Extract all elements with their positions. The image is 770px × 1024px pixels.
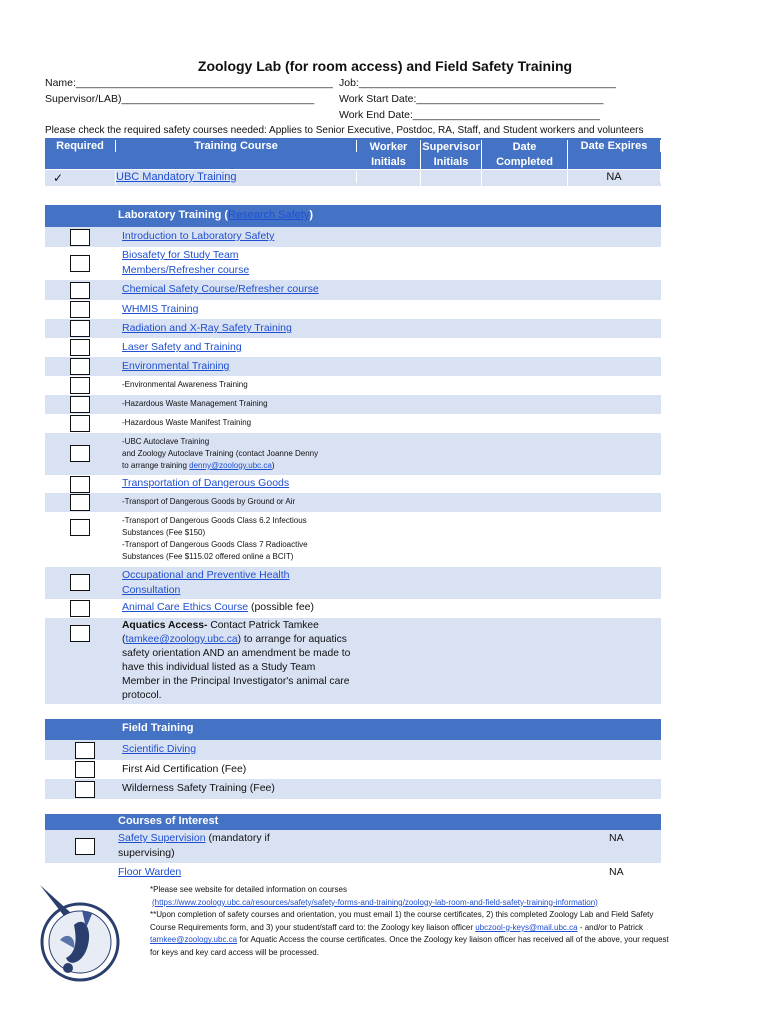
table-row bbox=[45, 863, 661, 881]
checkbox[interactable] bbox=[70, 476, 90, 493]
expires-na: NA bbox=[609, 832, 624, 844]
course-label: -Hazardous Waste Management Training bbox=[122, 399, 268, 408]
email-link[interactable]: tamkee@zoology.ubc.ca bbox=[150, 935, 238, 945]
course-link[interactable]: WHMIS Training bbox=[122, 303, 199, 315]
checkbox[interactable] bbox=[75, 838, 95, 855]
checkbox[interactable] bbox=[70, 339, 90, 356]
course-link[interactable]: Introduction to Laboratory Safety bbox=[122, 230, 275, 242]
table-row bbox=[45, 740, 661, 760]
table-row bbox=[45, 779, 661, 799]
supervisor-field[interactable]: Supervisor/LAB)_________________________________ bbox=[45, 93, 315, 105]
table-header bbox=[45, 138, 661, 170]
course-label: -Environmental Awareness Training bbox=[122, 380, 248, 389]
table-row bbox=[45, 475, 661, 493]
table-row bbox=[45, 280, 661, 300]
table-row bbox=[45, 414, 661, 433]
table-row bbox=[45, 512, 661, 567]
table-row bbox=[45, 357, 661, 376]
course-link[interactable]: Laser Safety and Training bbox=[122, 341, 242, 353]
checkbox[interactable] bbox=[70, 415, 90, 432]
table-row bbox=[45, 319, 661, 338]
checkbox[interactable] bbox=[75, 781, 95, 798]
checkbox[interactable] bbox=[70, 625, 90, 642]
checkbox[interactable] bbox=[75, 742, 95, 759]
job-field[interactable]: Job:____________________________________________ bbox=[339, 77, 616, 89]
ubc-mandatory-link[interactable]: UBC Mandatory Training bbox=[116, 171, 237, 183]
checkbox[interactable] bbox=[70, 494, 90, 511]
table-row bbox=[45, 493, 661, 512]
instruction-text: Please check the required safety courses needed: Applies to Senior Executive, Postdoc, RA, Staff, and Student workers and volunteers bbox=[45, 125, 644, 136]
course-label: -Transport of Dangerous Goods by Ground or Air bbox=[122, 497, 296, 506]
course-link[interactable]: Animal Care Ethics Course bbox=[122, 601, 249, 613]
table-row bbox=[45, 760, 661, 780]
zoology-logo bbox=[30, 870, 122, 990]
checkbox[interactable] bbox=[70, 396, 90, 413]
col-required: Required bbox=[45, 140, 116, 152]
email-link[interactable]: tamkee@zoology.ubc.ca bbox=[125, 634, 238, 645]
research-safety-link[interactable]: Research Safety bbox=[228, 209, 310, 221]
col-date-completed: Date Completed bbox=[482, 140, 568, 170]
checkbox[interactable] bbox=[70, 301, 90, 318]
interest-section-header: Courses of Interest bbox=[45, 814, 661, 830]
course-label: -Transport of Dangerous Goods Class 6.2 Infectious Substances (Fee $150) -Transport of Dangerous Goods Class 7 Radioactive Substances (Fee $115.02 offered online a BCIT) bbox=[122, 516, 308, 561]
col-supervisor: Supervisor Initials bbox=[421, 140, 482, 170]
aquatics-text: Aquatics Access- Contact Patrick Tamkee (tamkee@zoology.ubc.ca) to arrange for aquatics safety orientation AND an amendment be made to have this individual listed as a Study Team Member in the Principal Investigator's animal care protocol. bbox=[122, 620, 351, 701]
col-date-expires: Date Expires bbox=[568, 140, 661, 152]
checkbox[interactable] bbox=[70, 320, 90, 337]
checkbox[interactable] bbox=[70, 574, 90, 591]
name-field[interactable]: Name:____________________________________________ bbox=[45, 77, 333, 89]
checkbox[interactable] bbox=[70, 600, 90, 617]
col-course: Training Course bbox=[116, 140, 357, 152]
lab-section-header: Laboratory Training (Research Safety) bbox=[45, 205, 661, 227]
work-end-field[interactable]: Work End Date:________________________________ bbox=[339, 109, 600, 121]
expires-na: NA bbox=[568, 171, 661, 183]
course-link[interactable]: Radiation and X-Ray Safety Training bbox=[122, 322, 292, 334]
checkbox[interactable] bbox=[70, 255, 90, 272]
work-start-field[interactable]: Work Start Date:________________________________ bbox=[339, 93, 604, 105]
course-link[interactable]: Scientific Diving bbox=[122, 743, 197, 755]
course-link[interactable]: Floor Warden bbox=[118, 866, 182, 878]
table-row bbox=[45, 433, 661, 475]
field-section-header: Field Training bbox=[45, 719, 661, 740]
col-worker: Worker Initials bbox=[357, 140, 421, 170]
checkbox[interactable] bbox=[70, 282, 90, 299]
table-row bbox=[45, 395, 661, 414]
course-link[interactable]: Biosafety for Study Team Members/Refresher course bbox=[122, 249, 250, 276]
course-label: -Hazardous Waste Manifest Training bbox=[122, 418, 252, 427]
table-row bbox=[45, 247, 661, 280]
course-label: -UBC Autoclave Training and Zoology Autoclave Training (contact Joanne Denny to arrange training denny@zoology.ubc.ca) bbox=[122, 437, 319, 470]
course-label: Wilderness Safety Training (Fee) bbox=[122, 782, 275, 794]
table-row: Animal Care Ethics Course (possible fee) bbox=[45, 599, 661, 618]
course-link[interactable]: Chemical Safety Course/Refresher course bbox=[122, 283, 319, 295]
checkbox[interactable] bbox=[70, 445, 90, 462]
check-icon: ✓ bbox=[45, 171, 116, 185]
table-row bbox=[45, 300, 661, 319]
table-row bbox=[45, 227, 661, 247]
course-link[interactable]: Occupational and Preventive Health Consultation bbox=[122, 569, 290, 596]
checkbox[interactable] bbox=[70, 519, 90, 536]
checkbox[interactable] bbox=[75, 761, 95, 778]
website-link[interactable]: (https://www.zoology.ubc.ca/resources/safety/safety-forms-and-training/zoology-lab-room-and-field-safety-training-information) bbox=[152, 897, 598, 907]
course-link[interactable]: Transportation of Dangerous Goods bbox=[122, 477, 290, 489]
page-title: Zoology Lab (for room access) and Field Safety Training bbox=[197, 58, 573, 74]
course-link[interactable]: Environmental Training bbox=[122, 360, 230, 372]
email-link[interactable]: denny@zoology.ubc.ca bbox=[189, 461, 272, 470]
table-row bbox=[45, 567, 661, 599]
table-row bbox=[45, 376, 661, 395]
course-link[interactable]: Safety Supervision bbox=[118, 832, 206, 844]
table-row: Safety Supervision (mandatory if supervising) NA bbox=[45, 830, 661, 863]
expires-na: NA bbox=[609, 866, 624, 878]
checkbox[interactable] bbox=[70, 358, 90, 375]
email-link[interactable]: ubczool-g-keys@mail.ubc.ca bbox=[475, 922, 578, 932]
footer-notes: *Please see website for detailed information on courses (https://www.zoology.ubc.ca/resources/safety/safety-forms-and-training/zoology-lab-room-and-field-safety-training-information) **Upon completion of safety courses and orientation, you must email 1) the course certificates, 2) this completed Zoology Lab and Field Safety Course Requirements form, and 3) your student/staff card to: the Zoology key liaison officer ubczool-g-keys@mail.ubc.ca - and/or to Patrick tamkee@zoology.ubc.ca for Aquatic Access the course certificates. Once the Zoology key liaison officer has received all of the above, your request for keys and key card access will be processed. bbox=[150, 885, 669, 957]
course-label: First Aid Certification (Fee) bbox=[122, 763, 247, 775]
table-row bbox=[45, 618, 661, 704]
table-row bbox=[45, 338, 661, 357]
checkbox[interactable] bbox=[70, 377, 90, 394]
checkbox[interactable] bbox=[70, 229, 90, 246]
table-row bbox=[45, 170, 661, 187]
